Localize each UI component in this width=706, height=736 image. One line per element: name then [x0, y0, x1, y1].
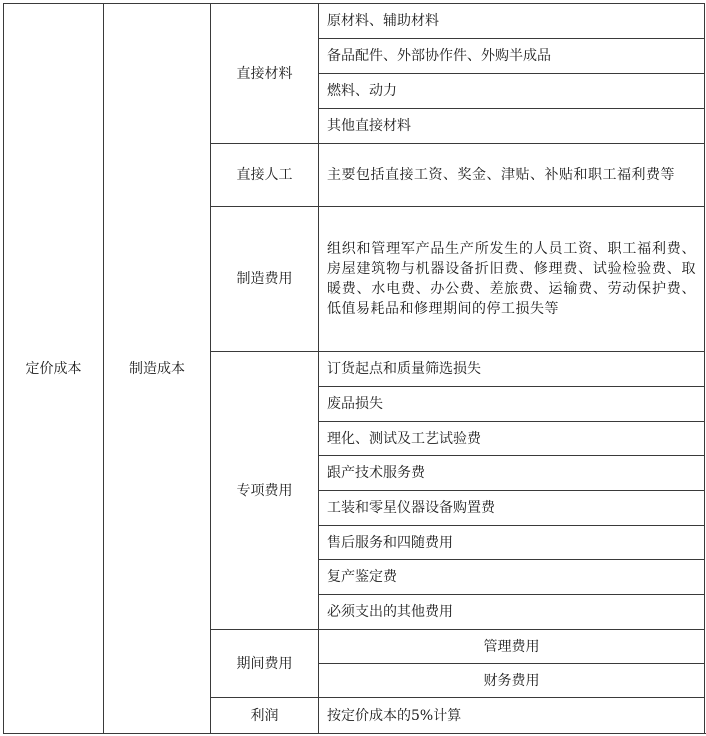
profit-detail: 按定价成本的5%计算	[319, 698, 705, 734]
special-expenses-item: 跟产技术服务费	[319, 456, 705, 491]
pricing-cost-cell: 定价成本	[4, 4, 104, 734]
direct-materials-item: 原材料、辅助材料	[319, 4, 705, 39]
special-expenses-item: 售后服务和四随费用	[319, 526, 705, 560]
financial-expenses-cell: 财务费用	[319, 664, 705, 698]
profit-cell: 利润	[211, 698, 319, 734]
special-expenses-item: 工装和零星仪器设备购置费	[319, 491, 705, 526]
special-expenses-item: 复产鉴定费	[319, 560, 705, 595]
direct-materials-item: 备品配件、外部协作件、外购半成品	[319, 39, 705, 74]
special-expenses-item: 废品损失	[319, 387, 705, 422]
pricing-cost-table	[3, 3, 705, 734]
manufacturing-expenses-cell: 制造费用	[211, 207, 319, 352]
special-expenses-item: 必须支出的其他费用	[319, 595, 705, 630]
special-expenses-item: 理化、测试及工艺试验费	[319, 422, 705, 456]
management-expenses-cell: 管理费用	[319, 630, 705, 664]
special-expenses-item: 订货起点和质量筛选损失	[319, 352, 705, 387]
direct-labor-cell: 直接人工	[211, 144, 319, 207]
direct-materials-cell: 直接材料	[211, 4, 319, 144]
table-row	[4, 4, 705, 39]
direct-materials-item: 其他直接材料	[319, 109, 705, 144]
special-expenses-cell: 专项费用	[211, 352, 319, 630]
period-expenses-cell: 期间费用	[211, 630, 319, 698]
direct-labor-detail: 主要包括直接工资、奖金、津贴、补贴和职工福利费等	[319, 144, 705, 207]
manufacturing-expenses-detail: 组织和管理军产品生产所发生的人员工资、职工福利费、房屋建筑物与机器设备折旧费、修理费、试验检验费、取暖费、水电费、办公费、差旅费、运输费、劳动保护费、低值易耗品和修理期间的停工损失等	[319, 207, 705, 352]
manufacturing-cost-cell: 制造成本	[104, 4, 211, 734]
direct-materials-item: 燃料、动力	[319, 74, 705, 109]
